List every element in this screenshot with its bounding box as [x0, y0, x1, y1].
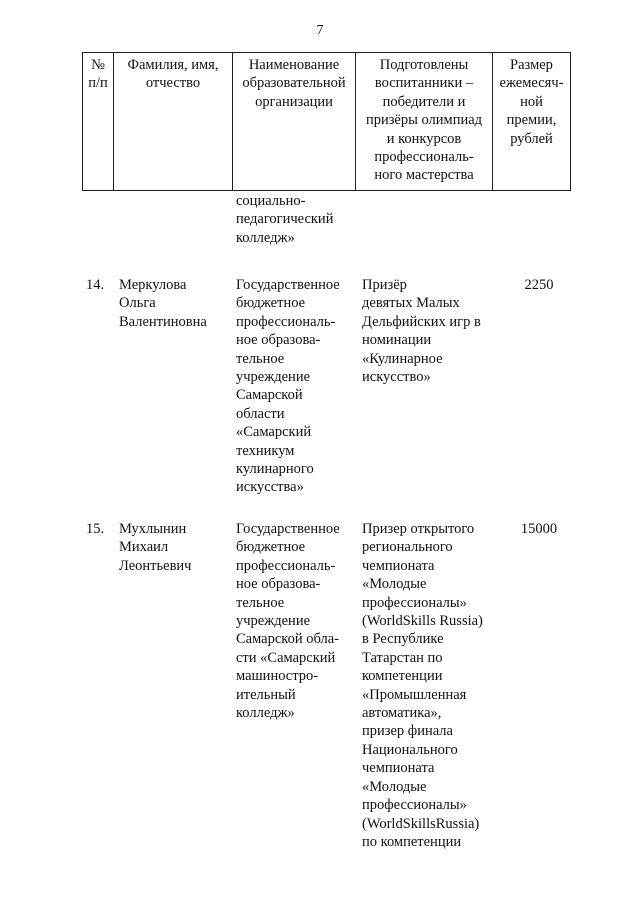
row-organization: Государственное бюджетное профессиональ- ное образова- тельное учреждение Самарской обла- сти «Самарский машиностро- ительный колледж» — [236, 521, 340, 722]
header-bonus-text: Размер ежемесяч- ной премии, рублей — [499, 57, 564, 147]
row-achievement: Призер открытого регионального чемпионата «Молодые профессионалы» (WorldSkills Russia) в Республике Татарстан по компетенции «Промышленная автоматика», призер финала Национального чемпионата «Молодые профессионалы» (WorldSkillsRussia) по компетенции — [362, 521, 483, 850]
row-achievement: Призёр девятых Малых Дельфийских игр в номинации «Кулинарное искусство» — [362, 277, 481, 386]
header-organization-text: Наименование образовательной организации — [242, 57, 346, 110]
header-achievement-text: Подготовлены воспитанники – победители и призёры олимпиад и конкурсов профессиональ- ного мастерства — [365, 57, 483, 184]
table-header — [82, 52, 571, 191]
header-number — [83, 53, 114, 191]
row-bonus: 15000 — [520, 521, 558, 537]
row-number: 14. — [86, 277, 105, 293]
row-number: 15. — [86, 521, 105, 537]
header-name-text: Фамилия, имя, отчество — [127, 57, 219, 92]
row-bonus: 2250 — [524, 277, 554, 293]
header-organization — [233, 53, 356, 191]
page-number: 7 — [316, 23, 324, 38]
row-organization: Государственное бюджетное профессиональ- ное образова- тельное учреждение Самарской области «Самарский техникум кулинарного искусства» — [236, 277, 340, 496]
row-full-name: Меркулова Ольга Валентиновна — [119, 277, 207, 330]
header-number-text: № п/п — [88, 57, 108, 92]
continuation-organization: социально- педагогический колледж» — [236, 193, 334, 246]
header-achievement — [356, 53, 493, 191]
header-bonus — [493, 53, 571, 191]
row-full-name: Мухлынин Михаил Леонтьевич — [119, 521, 192, 574]
header-name — [114, 53, 233, 191]
